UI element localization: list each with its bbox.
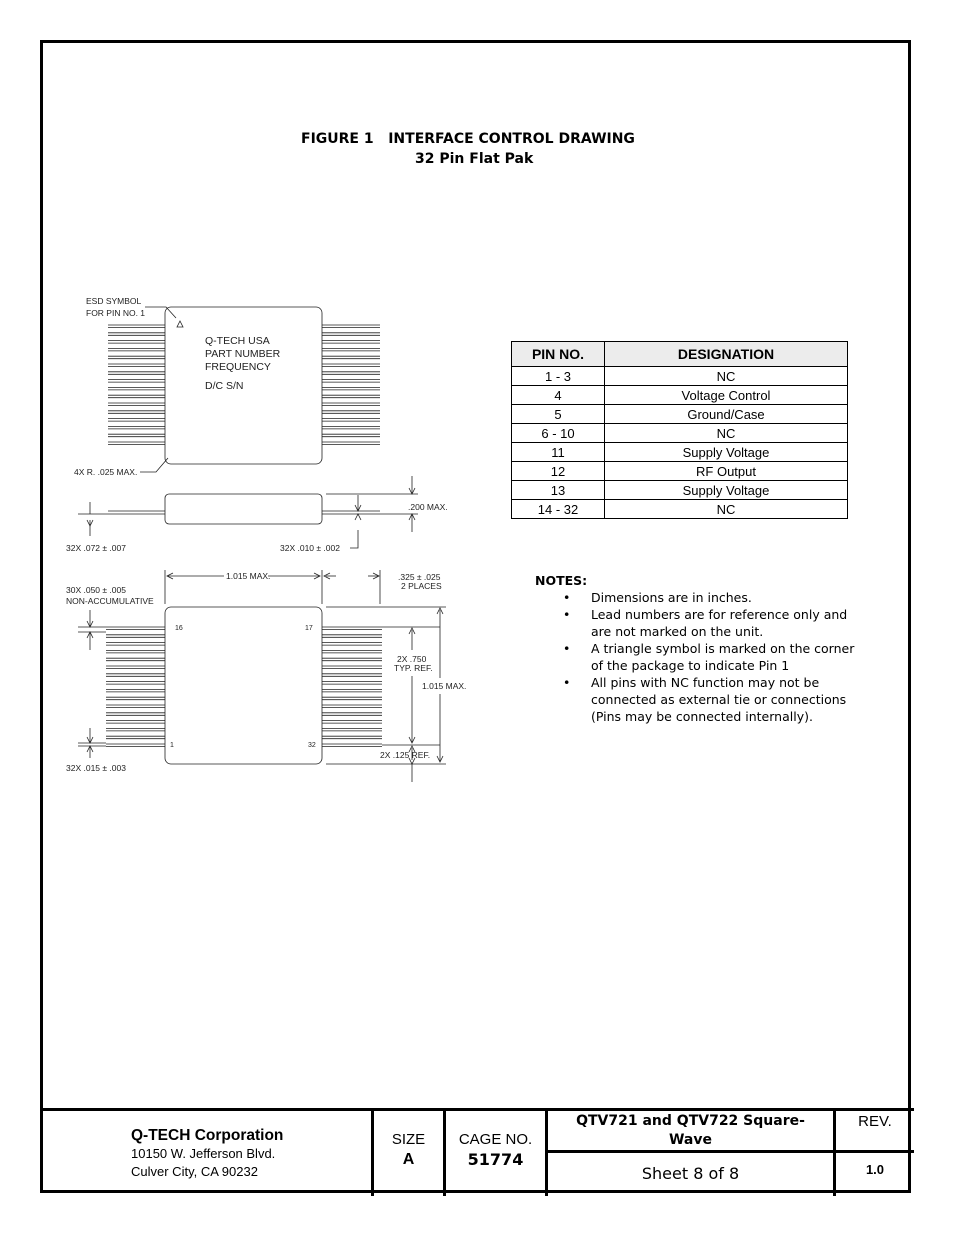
esd-label-2: FOR PIN NO. 1 (86, 308, 146, 318)
lead-length-label: 32X .072 ± .007 (66, 543, 126, 553)
leads-left-top (108, 325, 165, 445)
lead-thickness-label: 32X .010 ± .002 (280, 543, 340, 553)
pin-cell: 14 - 32 (512, 500, 605, 519)
height-label: .200 MAX. (408, 502, 448, 512)
rev-value: 1.0 (865, 1162, 885, 1177)
size-cell (374, 1108, 446, 1196)
marking-line-2: PART NUMBER (205, 348, 281, 360)
pin-cell: 1 - 3 (512, 367, 605, 386)
marking-line-4: D/C S/N (205, 380, 244, 392)
pitch-label-2: NON-ACCUMULATIVE (66, 596, 154, 606)
note-item: • A triangle symbol is marked on the corner of the package to indicate Pin 1 (535, 640, 855, 674)
designation-cell: NC (605, 424, 848, 443)
esd-leader (145, 307, 176, 318)
header-pin-no: PIN NO. (512, 342, 605, 367)
company-name: Q-TECH Corporation (131, 1127, 284, 1144)
radius-label: 4X R. .025 MAX. (74, 467, 138, 477)
pin-label-16: 16 (175, 625, 183, 632)
designation-cell: Supply Voltage (605, 443, 848, 462)
leads-left-bottom (106, 627, 165, 747)
body-width-label: 1.015 MAX. (226, 571, 271, 581)
notes-title: NOTES: (535, 573, 588, 588)
pin-cell: 4 (512, 386, 605, 405)
pin-label-1: 1 (170, 742, 174, 749)
rev-label-cell (836, 1108, 914, 1153)
header-designation: DESIGNATION (605, 342, 848, 367)
sheet-number: Sheet 8 of 8 (641, 1164, 740, 1183)
package-body-side (165, 494, 322, 524)
rev-value-cell (836, 1153, 914, 1196)
company-cell (40, 1108, 374, 1196)
document-title: QTV721 and QTV722 Square-Wave (576, 1113, 805, 1148)
designation-cell: RF Output (605, 462, 848, 481)
designation-cell: Supply Voltage (605, 481, 848, 500)
offset-label-2: 2 PLACES (401, 581, 442, 591)
designation-cell: Ground/Case (605, 405, 848, 424)
designation-cell: Voltage Control (605, 386, 848, 405)
table-row (512, 462, 848, 481)
cage-cell (446, 1108, 548, 1196)
sheet-cell (548, 1153, 836, 1196)
marking-line-1: Q-TECH USA (205, 335, 270, 347)
pitch-label-1: 30X .050 ± .005 (66, 585, 126, 595)
table-row (512, 405, 848, 424)
table-row (512, 443, 848, 462)
radius-leader (140, 458, 168, 472)
size-label: SIZE (391, 1131, 426, 1148)
pin-cell: 6 - 10 (512, 424, 605, 443)
esd-label-1: ESD SYMBOL (86, 296, 142, 306)
document-title-cell (548, 1108, 836, 1153)
company-address-1: 10150 W. Jefferson Blvd. (131, 1146, 276, 1161)
body-length-label: 1.015 MAX. (422, 681, 467, 691)
designation-cell: NC (605, 500, 848, 519)
rev-label: REV. (858, 1113, 892, 1130)
leads-right-top (322, 325, 380, 445)
notes-list (535, 589, 855, 725)
end-label: 2X .125 REF. (380, 750, 431, 760)
offset-label-1: .325 ± .025 (398, 572, 441, 582)
table-row (512, 424, 848, 443)
pin-label-17: 17 (305, 625, 313, 632)
table-row (512, 481, 848, 500)
title-block (40, 1108, 914, 1196)
pin-cell: 5 (512, 405, 605, 424)
note-item: • Lead numbers are for reference only and are not marked on the unit. (535, 606, 855, 640)
table-row (512, 386, 848, 405)
table-header-row (512, 342, 848, 367)
lead-width-label: 32X .015 ± .003 (66, 763, 126, 773)
figure-subtitle: 32 Pin Flat Pak (415, 151, 534, 167)
cage-value: 51774 (467, 1150, 524, 1169)
pin-label-32: 32 (308, 742, 316, 749)
note-item: • All pins with NC function may not be connected as external tie or connections (Pins may be connected internally). (535, 674, 855, 725)
size-value: A (402, 1151, 415, 1168)
marking-line-3: FREQUENCY (205, 361, 271, 373)
package-body-bottom (165, 607, 322, 764)
note-item: • Dimensions are in inches. (535, 589, 855, 606)
span-label-2: TYP. REF. (394, 663, 433, 673)
leads-right-bottom (322, 627, 382, 747)
span-label-1: 2X .750 (397, 654, 427, 664)
pin-cell: 11 (512, 443, 605, 462)
table-row (512, 500, 848, 519)
pin-cell: 13 (512, 481, 605, 500)
notes-section (535, 572, 855, 725)
designation-cell: NC (605, 367, 848, 386)
pin-designation-table (511, 341, 848, 519)
cage-label: CAGE NO. (458, 1131, 533, 1148)
company-address-2: Culver City, CA 90232 (131, 1164, 258, 1179)
figure-title: FIGURE 1 INTERFACE CONTROL DRAWING (301, 131, 635, 147)
pin-cell: 12 (512, 462, 605, 481)
table-row (512, 367, 848, 386)
pin1-triangle-icon (177, 321, 183, 327)
